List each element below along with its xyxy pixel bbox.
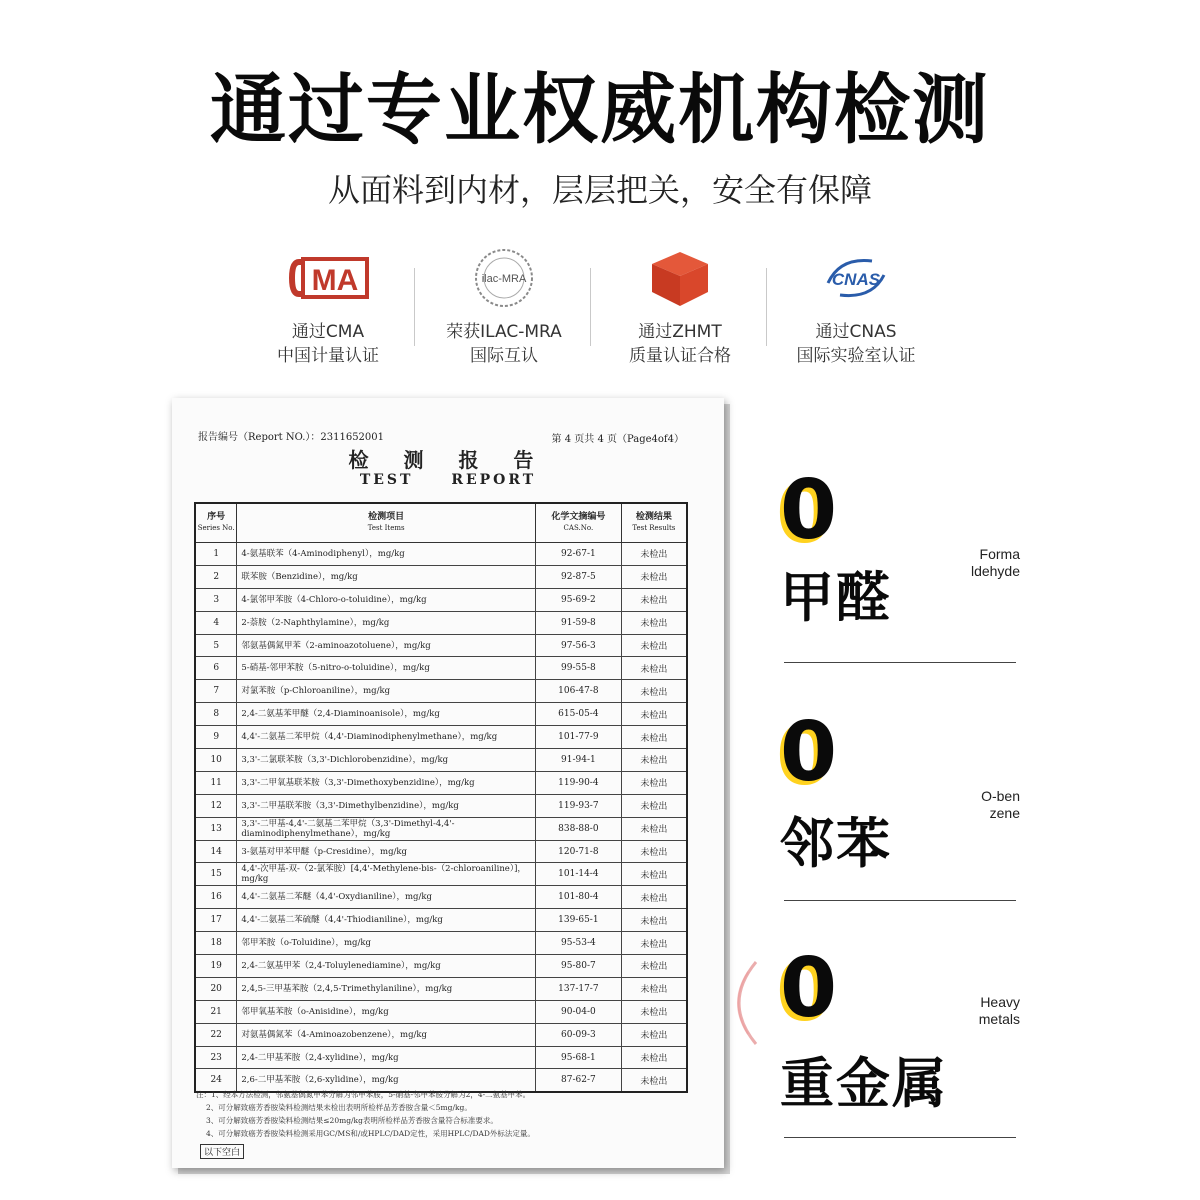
row-cas-no: 119-90-4 bbox=[536, 771, 622, 794]
row-result: 未检出 bbox=[621, 1069, 687, 1092]
cert-cnas-caption: 通过CNAS 国际实验室认证 bbox=[796, 322, 916, 366]
table-row bbox=[195, 817, 687, 840]
subline: 从面料到内材，层层把关，安全有保障 bbox=[327, 171, 872, 209]
row-test-item: 4-氨基联苯（4-Aminodiphenyl），mg/kg bbox=[237, 543, 536, 566]
table-row bbox=[195, 1046, 687, 1069]
cert-cma bbox=[240, 240, 416, 380]
row-number: 14 bbox=[195, 840, 237, 863]
row-test-item: 邻甲苯胺（o-Toluidine），mg/kg bbox=[237, 932, 536, 955]
row-test-item: 3,3'-二甲氧基联苯胺（3,3'-Dimethoxybenzidine），mg/kg bbox=[237, 771, 536, 794]
row-cas-no: 95-69-2 bbox=[536, 588, 622, 611]
row-cas-no: 101-77-9 bbox=[536, 726, 622, 749]
row-test-item: 2,4-二氨基苯甲醚（2,4-Diaminoanisole），mg/kg bbox=[237, 703, 536, 726]
row-number: 18 bbox=[195, 932, 237, 955]
cert-zhmt-caption: 通过ZHMT 质量认证合格 bbox=[629, 322, 731, 366]
row-test-item: 邻氨基偶氮甲苯（2-aminoazotoluene），mg/kg bbox=[237, 634, 536, 657]
table-row bbox=[195, 565, 687, 588]
table-row bbox=[195, 1023, 687, 1046]
row-result: 未检出 bbox=[621, 611, 687, 634]
zero-value: 0 bbox=[780, 463, 838, 558]
row-number: 17 bbox=[195, 909, 237, 932]
table-row bbox=[195, 543, 687, 566]
row-test-item: 对氨基偶氮苯（4-Aminoazobenzene），mg/kg bbox=[237, 1023, 536, 1046]
row-test-item: 3-氨基对甲苯甲醚（p-Cresidine），mg/kg bbox=[237, 840, 536, 863]
row-result: 未检出 bbox=[621, 863, 687, 886]
row-cas-no: 91-94-1 bbox=[536, 749, 622, 772]
test-report-document bbox=[172, 398, 724, 1168]
row-test-item: 联苯胺（Benzidine），mg/kg bbox=[237, 565, 536, 588]
row-test-item: 对氯苯胺（p-Chloroaniline），mg/kg bbox=[237, 680, 536, 703]
row-test-item: 5-硝基-邻甲苯胺（5-nitro-o-toluidine），mg/kg bbox=[237, 657, 536, 680]
row-result: 未检出 bbox=[621, 680, 687, 703]
row-result: 未检出 bbox=[621, 886, 687, 909]
row-test-item: 2,6-二甲基苯胺（2,6-xylidine），mg/kg bbox=[237, 1069, 536, 1092]
table-row bbox=[195, 955, 687, 978]
row-cas-no: 91-59-8 bbox=[536, 611, 622, 634]
row-test-item: 4,4'-二氨基二苯醚（4,4'-Oxydianiline），mg/kg bbox=[237, 886, 536, 909]
row-result: 未检出 bbox=[621, 634, 687, 657]
svg-text:MA: MA bbox=[311, 264, 359, 297]
row-test-item: 3,3'-二甲基联苯胺（3,3'-Dimethylbenzidine），mg/kg bbox=[237, 794, 536, 817]
table-row bbox=[195, 863, 687, 886]
row-test-item: 4,4'-二氨基二苯甲烷（4,4'-Diaminodiphenylmethane），mg/kg bbox=[237, 726, 536, 749]
row-cas-no: 87-62-7 bbox=[536, 1069, 622, 1092]
stat-en-label: O-ben zene bbox=[981, 788, 1020, 821]
divider bbox=[784, 900, 1016, 901]
row-number: 13 bbox=[195, 817, 237, 840]
row-cas-no: 120-71-8 bbox=[536, 840, 622, 863]
table-row bbox=[195, 749, 687, 772]
divider bbox=[784, 1137, 1016, 1138]
row-number: 6 bbox=[195, 657, 237, 680]
divider bbox=[784, 662, 1016, 663]
row-cas-no: 119-93-7 bbox=[536, 794, 622, 817]
row-result: 未检出 bbox=[621, 771, 687, 794]
row-cas-no: 90-04-0 bbox=[536, 1000, 622, 1023]
row-result: 未检出 bbox=[621, 657, 687, 680]
row-number: 20 bbox=[195, 977, 237, 1000]
report-title-cn: 检 测 报 告 bbox=[348, 448, 548, 472]
results-table bbox=[194, 502, 688, 1093]
row-result: 未检出 bbox=[621, 932, 687, 955]
row-result: 未检出 bbox=[621, 840, 687, 863]
table-row bbox=[195, 657, 687, 680]
table-row bbox=[195, 588, 687, 611]
table-row bbox=[195, 634, 687, 657]
row-test-item: 2,4-二氨基甲苯（2,4-Toluylenediamine），mg/kg bbox=[237, 955, 536, 978]
ilac-mra-logo-icon bbox=[416, 240, 592, 316]
row-test-item: 4,4'-二氨基二苯硫醚（4,4'-Thiodianiline），mg/kg bbox=[237, 909, 536, 932]
cma-logo-icon bbox=[240, 240, 416, 316]
row-number: 21 bbox=[195, 1000, 237, 1023]
header-test-results: 检测结果 Test Results bbox=[621, 503, 687, 543]
stat-en-label: Heavy metals bbox=[978, 994, 1020, 1027]
row-cas-no: 92-87-5 bbox=[536, 565, 622, 588]
headline: 通过专业权威机构检测 bbox=[210, 65, 990, 154]
row-cas-no: 615-05-4 bbox=[536, 703, 622, 726]
row-cas-no: 106-47-8 bbox=[536, 680, 622, 703]
table-row bbox=[195, 840, 687, 863]
row-number: 24 bbox=[195, 1069, 237, 1092]
table-row bbox=[195, 909, 687, 932]
row-cas-no: 139-65-1 bbox=[536, 909, 622, 932]
row-result: 未检出 bbox=[621, 703, 687, 726]
row-result: 未检出 bbox=[621, 726, 687, 749]
row-cas-no: 95-53-4 bbox=[536, 932, 622, 955]
report-number: 报告编号（Report NO.）：2311652001 bbox=[198, 432, 385, 443]
row-test-item: 3,3'-二甲基-4,4'-二氨基二苯甲烷（3,3'-Dimethyl-4,4'-diaminodiphenylmethane），mg/kg bbox=[237, 817, 536, 840]
cert-ilac bbox=[416, 240, 592, 380]
row-cas-no: 60-09-3 bbox=[536, 1023, 622, 1046]
row-result: 未检出 bbox=[621, 977, 687, 1000]
row-result: 未检出 bbox=[621, 543, 687, 566]
row-test-item: 邻甲氧基苯胺（o-Anisidine），mg/kg bbox=[237, 1000, 536, 1023]
zero-value: 0 bbox=[780, 705, 838, 800]
table-row bbox=[195, 977, 687, 1000]
table-row bbox=[195, 680, 687, 703]
red-seal-stamp bbox=[718, 958, 758, 1048]
row-result: 未检出 bbox=[621, 955, 687, 978]
row-result: 未检出 bbox=[621, 909, 687, 932]
row-result: 未检出 bbox=[621, 794, 687, 817]
stat-cn-label: 邻苯 bbox=[780, 812, 892, 875]
row-number: 9 bbox=[195, 726, 237, 749]
report-notes: 注：1、经本方法检测，邻氨基偶氮甲苯分解为邻甲苯胺，5-硝基-邻甲苯胺分解为2，4-二氨基甲苯。 2、可分解致癌芳香胺染料检测结果未检出表明所检样品芳香胺含量＜5mg/kg。 3、可分解致癌芳香胺染料检测结果≤20mg/kg表明所检样品芳香胺含量符合标准要求。 4、可分解致癌芳香胺染料检测采用GC/MS和/或HPLC/DAD定性，采用HPLC/DAD外标法定量。 bbox=[196, 1090, 535, 1138]
cnas-logo-icon bbox=[768, 240, 944, 316]
row-number: 15 bbox=[195, 863, 237, 886]
row-number: 22 bbox=[195, 1023, 237, 1046]
row-number: 3 bbox=[195, 588, 237, 611]
row-result: 未检出 bbox=[621, 565, 687, 588]
cert-ilac-caption: 荣获ILAC-MRA 国际互认 bbox=[446, 322, 562, 366]
row-cas-no: 92-67-1 bbox=[536, 543, 622, 566]
row-number: 7 bbox=[195, 680, 237, 703]
table-row bbox=[195, 794, 687, 817]
row-cas-no: 95-68-1 bbox=[536, 1046, 622, 1069]
row-test-item: 4,4'-次甲基-双-（2-氯苯胺）[4,4'-Methylene-bis-（2-chloroaniline）]，mg/kg bbox=[237, 863, 536, 886]
row-cas-no: 137-17-7 bbox=[536, 977, 622, 1000]
end-of-report-mark: 以下空白 bbox=[200, 1144, 244, 1159]
row-test-item: 2-萘胺（2-Naphthylamine），mg/kg bbox=[237, 611, 536, 634]
row-number: 4 bbox=[195, 611, 237, 634]
stat-cn-label: 重金属 bbox=[780, 1052, 948, 1115]
row-result: 未检出 bbox=[621, 749, 687, 772]
table-row bbox=[195, 1000, 687, 1023]
table-row bbox=[195, 771, 687, 794]
row-number: 2 bbox=[195, 565, 237, 588]
row-number: 19 bbox=[195, 955, 237, 978]
row-cas-no: 95-80-7 bbox=[536, 955, 622, 978]
row-result: 未检出 bbox=[621, 1000, 687, 1023]
row-result: 未检出 bbox=[621, 1046, 687, 1069]
zhmt-cube-logo-icon bbox=[592, 240, 768, 316]
table-row bbox=[195, 886, 687, 909]
certification-row bbox=[240, 240, 960, 380]
row-result: 未检出 bbox=[621, 1023, 687, 1046]
row-number: 1 bbox=[195, 543, 237, 566]
row-number: 10 bbox=[195, 749, 237, 772]
row-number: 5 bbox=[195, 634, 237, 657]
stat-cn-label: 甲醛 bbox=[780, 566, 892, 629]
row-number: 8 bbox=[195, 703, 237, 726]
table-row bbox=[195, 932, 687, 955]
header-test-items: 检测项目 Test Items bbox=[237, 503, 536, 543]
row-cas-no: 99-55-8 bbox=[536, 657, 622, 680]
row-cas-no: 97-56-3 bbox=[536, 634, 622, 657]
cert-zhmt bbox=[592, 240, 768, 380]
row-number: 23 bbox=[195, 1046, 237, 1069]
row-number: 11 bbox=[195, 771, 237, 794]
row-cas-no: 838-88-0 bbox=[536, 817, 622, 840]
header-series-no: 序号 Series No. bbox=[195, 503, 237, 543]
row-number: 12 bbox=[195, 794, 237, 817]
row-test-item: 3,3'-二氯联苯胺（3,3'-Dichlorobenzidine），mg/kg bbox=[237, 749, 536, 772]
zero-value: 0 bbox=[780, 941, 838, 1036]
stat-en-label: Forma ldehyde bbox=[970, 546, 1020, 579]
row-result: 未检出 bbox=[621, 588, 687, 611]
table-row bbox=[195, 703, 687, 726]
page-number: 第 4 页共 4 页（Page4of4） bbox=[551, 434, 684, 445]
svg-text:ilac-MRA: ilac-MRA bbox=[481, 273, 527, 285]
row-test-item: 4-氯邻甲苯胺（4-Chloro-o-toluidine），mg/kg bbox=[237, 588, 536, 611]
table-row bbox=[195, 611, 687, 634]
cert-cma-caption: 通过CMA 中国计量认证 bbox=[277, 322, 379, 366]
row-result: 未检出 bbox=[621, 817, 687, 840]
row-cas-no: 101-80-4 bbox=[536, 886, 622, 909]
row-test-item: 2,4,5-三甲基苯胺（2,4,5-Trimethylaniline），mg/kg bbox=[237, 977, 536, 1000]
row-test-item: 2,4-二甲基苯胺（2,4-xylidine），mg/kg bbox=[237, 1046, 536, 1069]
svg-text:CNAS: CNAS bbox=[831, 270, 881, 289]
row-number: 16 bbox=[195, 886, 237, 909]
cert-cnas bbox=[768, 240, 944, 380]
table-row bbox=[195, 726, 687, 749]
table-header-row bbox=[195, 503, 687, 543]
row-cas-no: 101-14-4 bbox=[536, 863, 622, 886]
report-title-en: TEST REPORT bbox=[359, 472, 537, 488]
header-cas-no: 化学文摘编号 CAS.No. bbox=[536, 503, 622, 543]
